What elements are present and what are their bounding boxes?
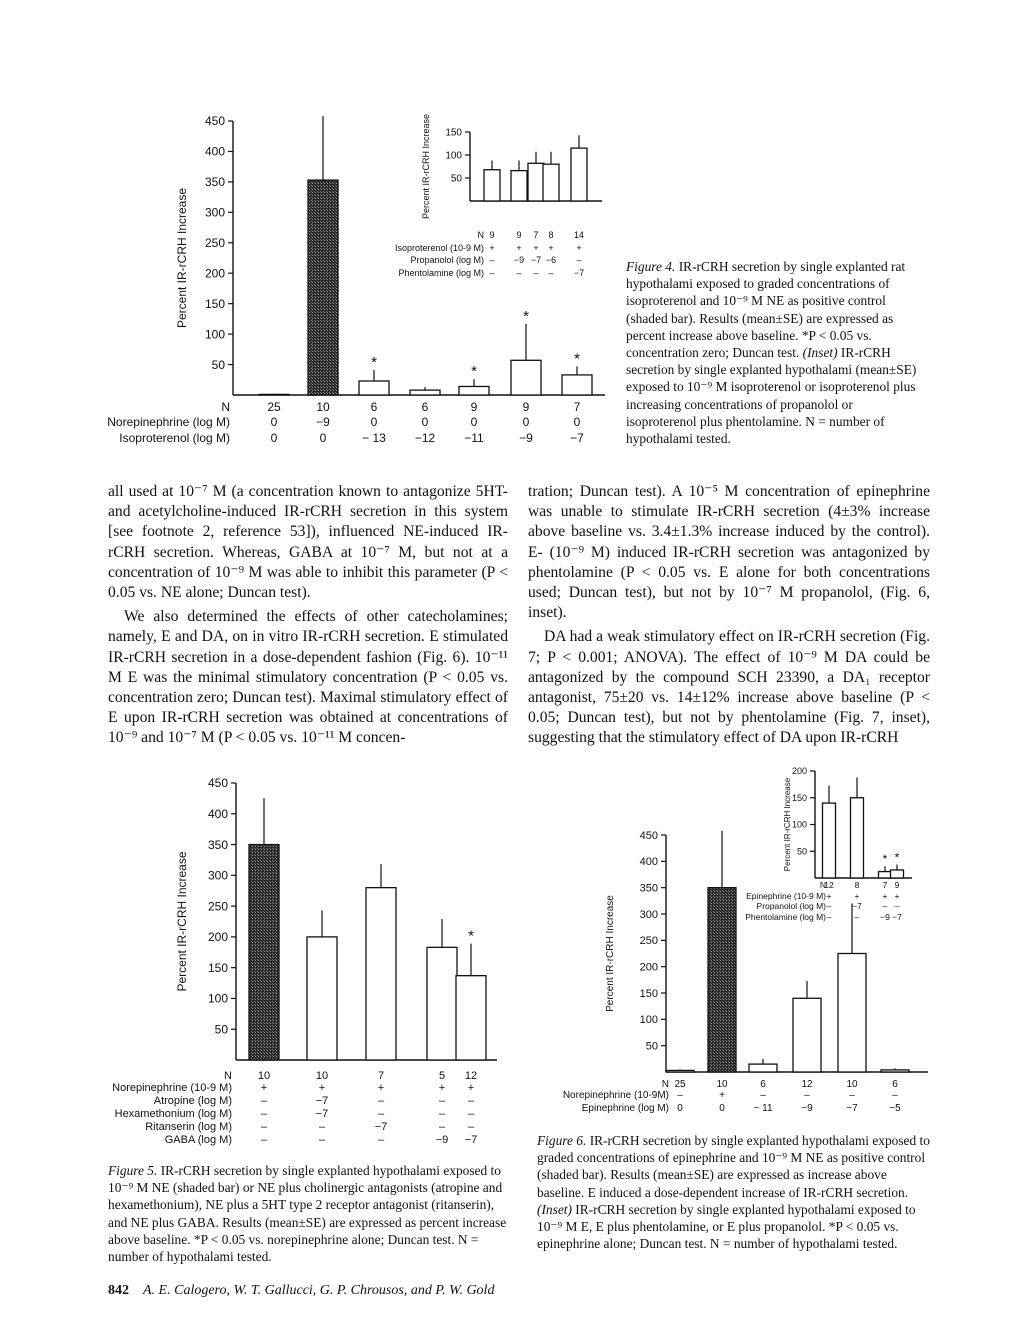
significance-star: * bbox=[523, 307, 529, 325]
figure-5-caption-text: IR-rCRH secretion by single explanted hypothalami exposed to 10⁻⁹ M NE (shaded bar) or NE plus cholinergic antagonists (atropine and hexamethonium), NE plus a 5HT type 2 receptor antagonist (ritanserin), and NE plus GABA. Results (mean±SE) are expressed as percent increase above baseline. *P < 0.05 vs. norepinephrine alone; Duncan test. N = number of hypothalami tested. bbox=[108, 1163, 507, 1265]
row-value: + bbox=[260, 1082, 268, 1094]
bar bbox=[511, 360, 541, 395]
row-value: 8 bbox=[548, 230, 554, 240]
figure-5-chart bbox=[112, 776, 497, 1146]
row-value: 0 bbox=[470, 415, 478, 429]
row-value: −9 bbox=[801, 1103, 813, 1114]
figure-6-caption-label: Figure 6. bbox=[537, 1133, 587, 1148]
row-value: + bbox=[576, 243, 582, 253]
y-tick-label: 150 bbox=[204, 296, 225, 311]
bar bbox=[666, 1070, 694, 1072]
row-value: – bbox=[377, 1095, 385, 1107]
bar bbox=[881, 1070, 909, 1072]
row-value: – bbox=[533, 268, 539, 278]
significance-star: * bbox=[882, 852, 888, 867]
y-axis-label: Percent IR-rCRH Increase bbox=[783, 777, 792, 872]
row-value: −6 bbox=[545, 255, 557, 265]
page-footer bbox=[108, 1283, 494, 1299]
paragraph: all used at 10⁻⁷ M (a concentration known to antagonize 5HT- and acetylcholine-induced IR-rCRH secretion in this system [see footnote 2, reference 53]), influenced NE-induced IR-rCRH secretion. Whereas, GABA at 10⁻⁷ M, but not at a concentration of 10⁻⁹ M was able to inhibit this parameter (P < 0.05 vs. NE alone; Duncan test). bbox=[108, 483, 508, 602]
row-label: GABA (log M) bbox=[164, 1134, 232, 1146]
row-label: N bbox=[224, 1070, 232, 1082]
row-value: 10 bbox=[846, 1079, 858, 1090]
row-label: N bbox=[661, 1079, 669, 1090]
bar bbox=[307, 937, 337, 1060]
bar bbox=[410, 390, 440, 395]
bar bbox=[259, 394, 289, 395]
bar bbox=[528, 163, 544, 201]
row-value: −11 bbox=[464, 431, 484, 445]
row-value: – bbox=[489, 268, 495, 278]
bar bbox=[823, 803, 836, 878]
row-value: + bbox=[318, 1082, 326, 1094]
row-value: – bbox=[467, 1108, 475, 1120]
row-value: −7 bbox=[846, 1103, 858, 1114]
row-label: Hexamethonium (log M) bbox=[114, 1108, 232, 1120]
figure-4-caption bbox=[626, 258, 918, 447]
row-value: 5 bbox=[438, 1070, 446, 1082]
row-value: 9 bbox=[522, 400, 530, 414]
row-value: + bbox=[894, 891, 900, 901]
y-axis-label: Percent IR-rCRH Increase bbox=[175, 851, 189, 992]
figure-4-inset-chart bbox=[395, 114, 602, 278]
row-value: −7 bbox=[530, 255, 542, 265]
figure-6-inset-chart bbox=[745, 766, 912, 922]
row-value: + bbox=[533, 243, 539, 253]
row-value: 7 bbox=[377, 1070, 385, 1082]
shaded-bar bbox=[308, 180, 338, 395]
row-value: – bbox=[438, 1108, 446, 1120]
row-value: + bbox=[854, 891, 860, 901]
y-tick-label: 150 bbox=[639, 987, 658, 1000]
row-value: – bbox=[260, 1121, 268, 1133]
y-tick-label: 100 bbox=[791, 819, 807, 830]
row-value: + bbox=[438, 1082, 446, 1094]
row-value: – bbox=[760, 1090, 766, 1101]
y-tick-label: 100 bbox=[207, 991, 228, 1006]
row-value: – bbox=[467, 1121, 475, 1133]
y-axis-label: Percent IR-rCRH Increase bbox=[175, 187, 189, 329]
row-label: Isoproterenol (10-9 M) bbox=[394, 243, 484, 253]
row-value: – bbox=[677, 1090, 683, 1101]
row-value: 9 bbox=[489, 230, 495, 240]
bar bbox=[562, 375, 592, 395]
row-value: – bbox=[438, 1095, 446, 1107]
row-value: – bbox=[260, 1095, 268, 1107]
row-label: N bbox=[221, 400, 230, 414]
y-tick-label: 150 bbox=[791, 792, 807, 803]
y-tick-label: 200 bbox=[204, 266, 225, 281]
row-value: – bbox=[804, 1090, 810, 1101]
row-value: − 13 bbox=[362, 431, 386, 445]
row-value: + bbox=[516, 243, 522, 253]
bar bbox=[571, 148, 587, 201]
y-tick-label: 350 bbox=[207, 837, 228, 852]
row-value: −7 bbox=[892, 912, 902, 922]
row-value: – bbox=[438, 1121, 446, 1133]
row-value: 0 bbox=[270, 431, 278, 445]
row-value: – bbox=[854, 912, 860, 922]
figure-4-caption-label: Figure 4. bbox=[626, 259, 676, 274]
row-value: −9 bbox=[519, 431, 533, 445]
figure-4-caption-inset-text: IR-rCRH secretion by single explanted hypothalami (mean±SE) exposed to 10⁻⁹ M isoproterenol or isoproterenol plus increasing concentrations of propanolol or isoproterenol plus phentolamine. N = number of hypothalami tested. bbox=[626, 345, 917, 447]
row-value: 10 bbox=[257, 1070, 271, 1082]
row-value: −9 bbox=[435, 1134, 449, 1146]
row-value: 12 bbox=[824, 880, 834, 890]
y-tick-label: 450 bbox=[639, 829, 658, 842]
figure-6-caption-text: IR-rCRH secretion by single explanted hypothalami exposed to graded concentrations of epinephrine and 10⁻⁹ M NE as positive control (shaded bar). Results (mean±SE) are expressed as increase above baseline. E induced a dose-dependent increase of IR-rCRH secretion. bbox=[537, 1133, 930, 1200]
row-value: −7 bbox=[852, 901, 862, 911]
significance-star: * bbox=[468, 927, 474, 945]
y-tick-label: 350 bbox=[204, 175, 225, 190]
row-label: Epinephrine (log M) bbox=[581, 1103, 669, 1114]
page-number: 842 bbox=[108, 1283, 129, 1298]
row-value: −9 bbox=[513, 255, 525, 265]
row-value: – bbox=[516, 268, 522, 278]
row-value: 7 bbox=[573, 400, 581, 414]
bar bbox=[749, 1064, 777, 1072]
row-value: 0 bbox=[370, 415, 378, 429]
row-value: 7 bbox=[533, 230, 539, 240]
row-value: – bbox=[318, 1121, 326, 1133]
y-tick-label: 400 bbox=[204, 144, 225, 159]
body-text-right-column bbox=[528, 482, 930, 749]
row-label: Propanolol (log M) bbox=[410, 255, 484, 265]
body-text-left-column bbox=[108, 482, 508, 749]
row-value: 12 bbox=[464, 1070, 478, 1082]
row-value: 6 bbox=[370, 400, 378, 414]
y-tick-label: 250 bbox=[639, 935, 658, 948]
row-value: – bbox=[576, 255, 582, 265]
row-label: Propanolol (log M) bbox=[756, 901, 826, 911]
row-value: − 11 bbox=[753, 1103, 773, 1114]
y-tick-label: 350 bbox=[639, 882, 658, 895]
row-value: 25 bbox=[267, 400, 281, 414]
row-value: −9 bbox=[316, 415, 330, 429]
figure-6-caption-inset-label: (Inset) bbox=[537, 1201, 572, 1217]
paragraph: We also determined the effects of other catecholamines; namely, E and DA, on in vitro IR-rCRH secretion. E stimulated IR-rCRH secretion in a dose-dependent fashion (Fig. 6). 10⁻¹¹ M E was the minimal stimulatory concentration (P < 0.05 vs. concentration zero; Duncan test). Maximal stimulatory effect of E upon IR-rCRH secretion was obtained at concentrations of 10⁻⁹ and 10⁻⁷ M (P < 0.05 vs. 10⁻¹¹ M concen- bbox=[108, 608, 508, 747]
y-axis-label: Percent IR-rCRH Increase bbox=[421, 113, 431, 220]
y-tick-label: 100 bbox=[445, 150, 462, 162]
y-tick-label: 450 bbox=[207, 776, 228, 791]
paragraph: tration; Duncan test). A 10⁻⁵ M concentration of epinephrine was unable to stimulate IR-rCRH secretion (4±3% increase above baseline vs. 3.4±1.3% increase induced by the control). E- (10⁻⁹ M) induced IR-rCRH secretion was antagonized by phentolamine (P < 0.05 vs. E alone for both concentrations used; Duncan test), but not by 10⁻⁷ M propanolol, (Fig. 6, inset). bbox=[528, 483, 930, 622]
row-value: – bbox=[849, 1090, 855, 1101]
bar bbox=[427, 947, 457, 1060]
row-value: – bbox=[260, 1108, 268, 1120]
row-value: – bbox=[377, 1108, 385, 1120]
row-label: Ritanserin (log M) bbox=[145, 1121, 232, 1133]
row-value: – bbox=[260, 1134, 268, 1146]
bar bbox=[793, 998, 821, 1072]
row-value: 10 bbox=[716, 1079, 728, 1090]
y-tick-label: 200 bbox=[639, 961, 658, 974]
y-tick-label: 200 bbox=[207, 930, 228, 945]
row-value: 9 bbox=[470, 400, 478, 414]
row-value: 0 bbox=[270, 415, 278, 429]
row-value: + bbox=[719, 1090, 725, 1101]
figure-4-caption-inset-label: (Inset) bbox=[802, 345, 838, 361]
row-label: Phentolamine (log M) bbox=[398, 268, 484, 278]
y-tick-label: 400 bbox=[639, 856, 658, 869]
row-value: −7 bbox=[464, 1134, 478, 1146]
row-value: −7 bbox=[315, 1108, 329, 1120]
y-tick-label: 150 bbox=[445, 127, 462, 139]
row-value: 0 bbox=[522, 415, 530, 429]
row-value: −7 bbox=[573, 268, 585, 278]
row-value: – bbox=[892, 1090, 898, 1101]
row-value: + bbox=[467, 1082, 475, 1094]
row-label: Norepinephrine (10-9 M) bbox=[112, 1082, 232, 1094]
bar bbox=[359, 381, 389, 395]
row-value: −12 bbox=[414, 431, 436, 445]
running-authors: A. E. Calogero, W. T. Gallucci, G. P. Chrousos, and P. W. Gold bbox=[143, 1283, 495, 1298]
row-value: 9 bbox=[894, 880, 900, 890]
row-value: – bbox=[882, 901, 888, 911]
row-label: N bbox=[477, 230, 484, 240]
y-tick-label: 300 bbox=[204, 205, 225, 220]
bar bbox=[456, 976, 486, 1060]
paragraph: DA had a weak stimulatory effect on IR-rCRH secretion (Fig. 7; P < 0.001; ANOVA). The effect of 10⁻⁹ M DA could be antagonized by the compound SCH 23390, a DA₁ receptor antagonist, 75±20 vs. 14±12% increase above baseline (P < 0.05; Duncan test), but not by phentolamine (Fig. 7, inset), suggesting that the stimulatory effect of DA upon IR-rCRH bbox=[528, 628, 930, 747]
y-tick-label: 50 bbox=[450, 173, 462, 185]
row-value: −7 bbox=[570, 431, 584, 445]
row-value: 10 bbox=[316, 400, 330, 414]
y-tick-label: 300 bbox=[639, 908, 658, 921]
row-value: 14 bbox=[573, 230, 585, 240]
row-value: – bbox=[489, 255, 495, 265]
row-value: 0 bbox=[677, 1103, 683, 1114]
row-value: 0 bbox=[421, 415, 429, 429]
y-tick-label: 50 bbox=[645, 1040, 658, 1053]
figure-4-caption-text: IR-rCRH secretion by single explanted rat hypothalami exposed to graded concentrations of isoproterenol and 10⁻⁹ M NE as positive control (shaded bar). Results (mean±SE) are expressed as percent increase above baseline. *P < 0.05 vs. concentration zero; Duncan test. bbox=[626, 259, 906, 361]
row-value: – bbox=[318, 1134, 326, 1146]
bar bbox=[459, 386, 489, 395]
y-tick-label: 100 bbox=[204, 327, 225, 342]
row-value: 7 bbox=[882, 880, 888, 890]
y-tick-label: 50 bbox=[796, 846, 807, 857]
row-value: 6 bbox=[421, 400, 429, 414]
bar bbox=[879, 872, 892, 878]
y-tick-label: 400 bbox=[207, 806, 228, 821]
row-label: Phentolamine (log M) bbox=[745, 912, 826, 922]
row-value: 12 bbox=[801, 1079, 813, 1090]
row-value: 25 bbox=[674, 1079, 686, 1090]
row-value: – bbox=[548, 268, 554, 278]
figure-6-chart bbox=[563, 830, 928, 1114]
bar bbox=[838, 954, 866, 1073]
row-value: – bbox=[467, 1095, 475, 1107]
row-value: 0 bbox=[319, 431, 327, 445]
row-value: + bbox=[548, 243, 554, 253]
row-value: + bbox=[882, 891, 888, 901]
row-label: N bbox=[819, 880, 826, 890]
row-value: −5 bbox=[889, 1103, 901, 1114]
y-tick-label: 250 bbox=[204, 235, 225, 250]
row-value: −9 bbox=[880, 912, 890, 922]
row-label: Epinephrine (10-9 M) bbox=[746, 891, 826, 901]
row-value: + bbox=[489, 243, 495, 253]
row-value: 6 bbox=[760, 1079, 766, 1090]
row-value: 6 bbox=[892, 1079, 898, 1090]
y-tick-label: 150 bbox=[207, 960, 228, 975]
bar bbox=[891, 870, 904, 878]
y-tick-label: 250 bbox=[207, 899, 228, 914]
y-tick-label: 450 bbox=[204, 114, 225, 129]
row-value: 8 bbox=[854, 880, 860, 890]
y-tick-label: 300 bbox=[207, 868, 228, 883]
significance-star: * bbox=[471, 363, 477, 381]
bar bbox=[543, 164, 559, 201]
y-tick-label: 50 bbox=[211, 357, 225, 372]
significance-star: * bbox=[371, 354, 377, 372]
row-value: −7 bbox=[374, 1121, 388, 1133]
row-value: 0 bbox=[719, 1103, 725, 1114]
row-value: 0 bbox=[573, 415, 581, 429]
shaded-bar bbox=[708, 888, 736, 1072]
significance-star: * bbox=[894, 850, 900, 865]
row-value: – bbox=[826, 912, 832, 922]
significance-star: * bbox=[574, 350, 580, 368]
figure-6-caption bbox=[537, 1132, 930, 1252]
bar bbox=[366, 888, 396, 1060]
figure-6-caption-inset-text: IR-rCRH secretion by single explanted hypothalami exposed to 10⁻⁹ M E, E plus phentolamine, or E plus propanolol. *P < 0.05 vs. epinephrine alone; Duncan test. N = number of hypothalami tested. bbox=[537, 1201, 916, 1252]
y-tick-label: 200 bbox=[791, 766, 807, 777]
row-value: 9 bbox=[516, 230, 522, 240]
bar bbox=[851, 798, 864, 878]
y-tick-label: 50 bbox=[214, 1022, 228, 1037]
row-value: 10 bbox=[315, 1070, 329, 1082]
row-value: – bbox=[826, 901, 832, 911]
row-value: −7 bbox=[315, 1095, 329, 1107]
bar bbox=[511, 171, 527, 201]
figure-5-caption-label: Figure 5. bbox=[108, 1163, 158, 1178]
y-tick-label: 100 bbox=[639, 1014, 658, 1027]
row-label: Atropine (log M) bbox=[153, 1095, 232, 1107]
row-value: + bbox=[826, 891, 832, 901]
row-label: Isoproterenol (log M) bbox=[119, 431, 230, 445]
shaded-bar bbox=[249, 845, 279, 1060]
row-label: Norepinephrine (log M) bbox=[107, 415, 230, 429]
y-axis-label: Percent IR-rCRH Increase bbox=[605, 895, 616, 1012]
row-value: – bbox=[894, 901, 900, 911]
row-label: Norepinephrine (10-9M) bbox=[562, 1090, 669, 1101]
row-value: + bbox=[377, 1082, 385, 1094]
row-value: – bbox=[377, 1134, 385, 1146]
bar bbox=[484, 170, 500, 201]
figure-5-caption bbox=[108, 1162, 508, 1265]
